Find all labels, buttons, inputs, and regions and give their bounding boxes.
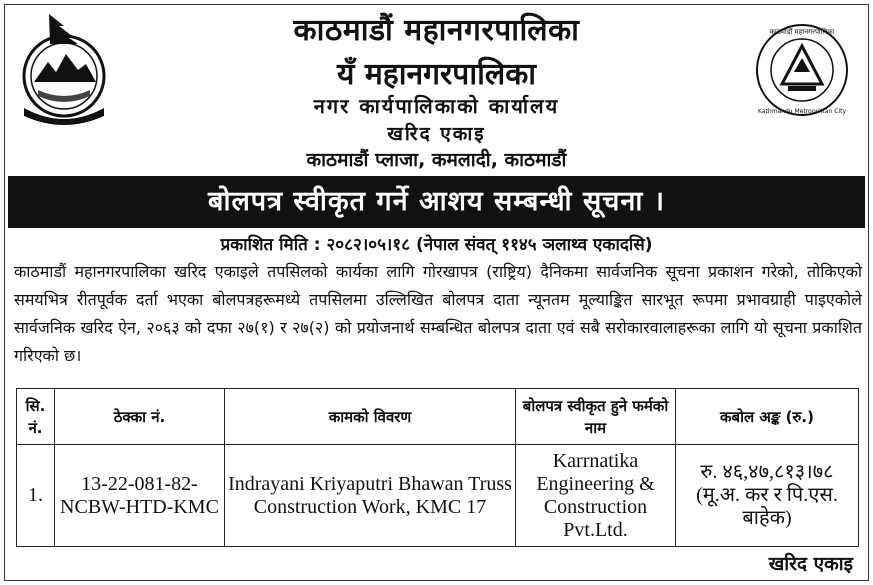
header-sn: सि. नं. [17,389,55,445]
table-header-row [17,389,859,445]
tender-table [16,388,859,547]
office-address: काठमाडौं प्लाजा, कमलादी, काठमाडौं [306,149,567,171]
svg-text:Kathmandu Metropolitan City: Kathmandu Metropolitan City [757,108,847,115]
svg-text:काठमाडौं महानगरपालिका: काठमाडौं महानगरपालिका [769,28,835,36]
amount-value: रु. ४६,४७,८१३।७८ [700,461,834,483]
signature-unit: खरिद एकाइ [768,553,853,575]
municipality-newari-title: यँ महानगरपालिका [336,57,537,92]
header-amount: कबोल अङ्क (रु.) [676,389,859,445]
header-firm: बोलपत्र स्वीकृत हुने फर्मको नाम [516,389,676,445]
cell-contract-no: 13-22-081-82-NCBW-HTD-KMC [55,445,225,547]
office-name: नगर कार्यपालिकाको कार्यालय [313,94,560,118]
header-description: कामको विवरण [225,389,516,445]
cell-amount [676,445,859,547]
notice-title: बोलपत्र स्वीकृत गर्ने आशय सम्बन्धी सूचना । [8,176,865,228]
amount-note: (मू.अ. कर र पि.एस. बाहेक) [696,484,838,529]
kmc-seal-logo [754,22,850,118]
cell-sn: 1. [17,445,55,547]
cell-firm: Karrnatika Engineering & Construction Pvt.Ltd. [516,445,676,547]
procurement-unit: खरिद एकाइ [387,123,486,145]
notice-body: काठमाडौं महानगरपालिका खरिद एकाइले तपसिलको कार्यका लागि गोरखापत्र (राष्ट्रिय) दैनिकमा सार्वजनिक सूचना प्रकाशन गरेको, तोकिएको समयभित्र रीतपूर्वक दर्ता भएका बोलपत्रहरूमध्ये तपसिलमा उल्लिखित बोलपत्र दाता न्यूनतम मूल्याङ्कित सारभूत रूपमा प्रभावग्राही पाइएकोले सार्वजनिक खरिद ऐन, २०६३ को दफा २७(१) र २७(२) को प्रयोजनार्थ सम्बन्धित बोलपत्र दाता एवं सबै सरोकारवालाहरूका लागि यो सूचना प्रकाशित गरिएको छ। [14,262,862,365]
table-row [17,445,859,547]
municipality-title: काठमाडौं महानगरपालिका [293,13,580,48]
nepal-emblem-logo [14,10,114,125]
published-date: प्रकाशित मिति : २०८२।०५।१८ (नेपाल संवत् ११४५ ञलाथ्व एकादसि) [220,235,653,255]
cell-description: Indrayani Kriyaputri Bhawan Truss Construction Work, KMC 17 [225,445,516,547]
header-contract-no: ठेक्का नं. [55,389,225,445]
